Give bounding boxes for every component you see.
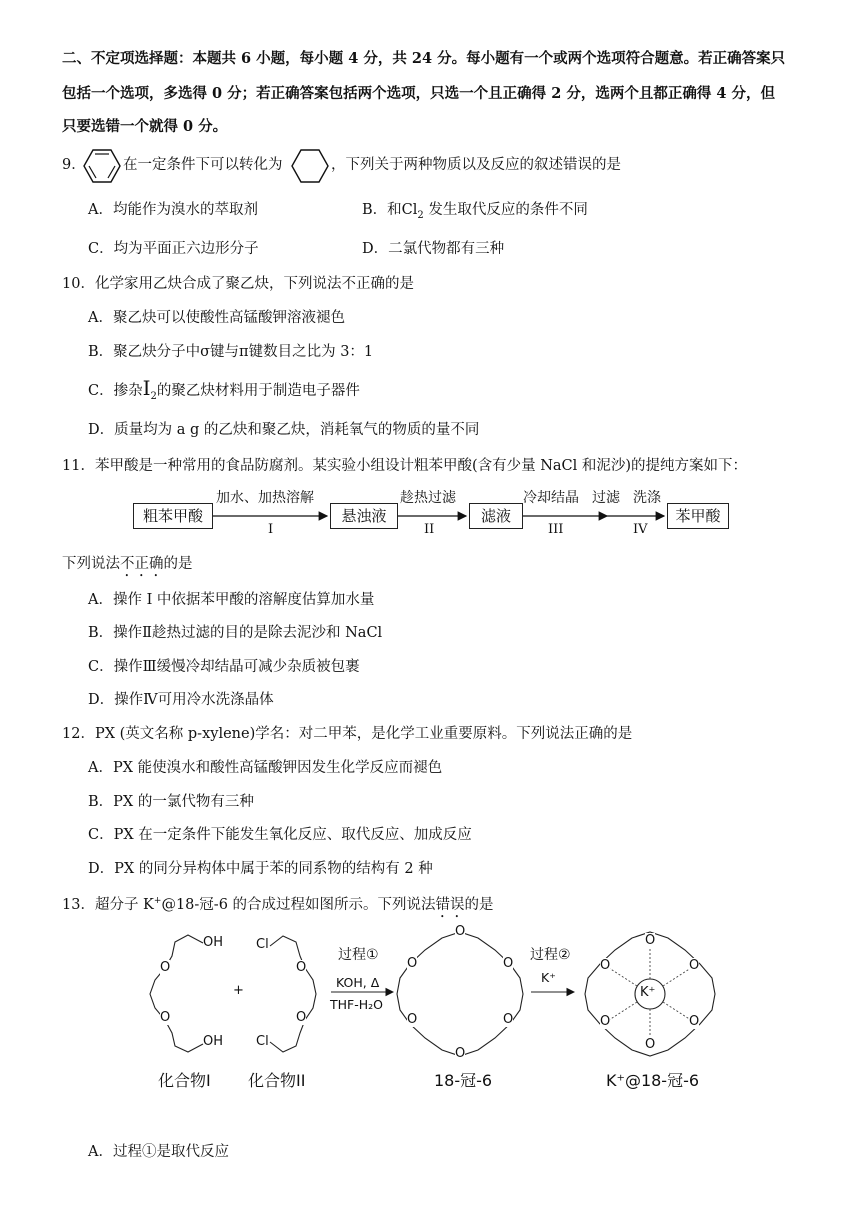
crown-ether-synthesis-diagram bbox=[0, 920, 860, 1095]
q11-option-c: C．操作Ⅲ缓慢冷却结晶可减少杂质被包裹 bbox=[88, 659, 360, 675]
complex-o-bottom: O bbox=[645, 1037, 656, 1052]
compound-i-label: 化合物I bbox=[158, 1071, 211, 1090]
flow-step-2: 趁热过滤 bbox=[400, 490, 456, 506]
compound-ii-o2: O bbox=[296, 1010, 307, 1025]
q11-option-b: B．操作Ⅱ趁热过滤的目的是除去泥沙和 NaCl bbox=[88, 625, 383, 641]
section-header-line1: 二、不定项选择题：本题共 6 小题，每小题 4 分，共 24 分。每小题有一个或两个选项符合题意。若正确答案只 bbox=[62, 50, 786, 67]
q12-option-d: D．PX 的同分异构体中属于苯的同系物的结构有 2 种 bbox=[88, 861, 433, 877]
flow-box-crude: 粗苯甲酸 bbox=[133, 503, 213, 529]
q11-stem: 11．苯甲酸是一种常用的食品防腐剂。某实验小组设计粗苯甲酸(含有少量 NaCl 和泥沙)的提纯方案如下： bbox=[62, 458, 748, 474]
flow-step-3b: 过滤 bbox=[592, 490, 620, 506]
q9-stem-mid: 在一定条件下可以转化为 bbox=[123, 157, 283, 173]
compound-ii-cl-top: Cl bbox=[256, 937, 269, 952]
section-header-line2: 包括一个选项，多选得 0 分；若正确答案包括两个选项，只选一个且正确得 2 分，选两个且都正确得 4 分，但 bbox=[62, 85, 776, 102]
process-1-condition-1: KOH, Δ bbox=[336, 975, 380, 990]
crown-o-lower-right: O bbox=[503, 1012, 514, 1027]
complex-o-lower-left: O bbox=[600, 1014, 611, 1029]
crown-o-bottom: O bbox=[455, 1046, 466, 1061]
complex-k-ion: K⁺ bbox=[640, 985, 656, 1000]
crown-ether-label: 18-冠-6 bbox=[434, 1071, 493, 1090]
compound-i-o2: O bbox=[160, 1010, 171, 1025]
process-1-condition-2: THF-H₂O bbox=[330, 997, 383, 1012]
flow-box-suspension: 悬浊液 bbox=[330, 503, 398, 529]
complex-o-lower-right: O bbox=[689, 1014, 700, 1029]
q11-subquestion: 下列说法不正确的是 bbox=[62, 556, 193, 572]
process-1-label: 过程① bbox=[338, 947, 379, 963]
q11-option-a: A．操作 I 中依据苯甲酸的溶解度估算加水量 bbox=[88, 592, 375, 608]
q12-option-a: A．PX 能使溴水和酸性高锰酸钾因发生化学反应而褪色 bbox=[88, 760, 443, 776]
process-2-condition: K⁺ bbox=[541, 970, 556, 985]
q9-option-c: C．均为平面正六边形分子 bbox=[88, 241, 259, 257]
complex-o-upper-right: O bbox=[689, 958, 700, 973]
flow-box-filtrate: 滤液 bbox=[469, 503, 523, 529]
q9-option-a: A．均能作为溴水的萃取剂 bbox=[88, 202, 258, 218]
complex-label: K⁺@18-冠-6 bbox=[606, 1071, 700, 1090]
q13-stem: 13．超分子 K+@18-冠-6 的合成过程如图所示。下列说法错误的是 bbox=[62, 896, 494, 913]
crown-o-top: O bbox=[455, 924, 466, 939]
q13-option-a: A．过程①是取代反应 bbox=[88, 1144, 229, 1160]
q10-stem: 10．化学家用乙炔合成了聚乙炔，下列说法不正确的是 bbox=[62, 276, 414, 292]
flow-step-3a: 冷却结晶 bbox=[523, 490, 579, 506]
q10-option-b: B．聚乙炔分子中σ键与π键数目之比为 3：1 bbox=[88, 344, 374, 360]
q9-option-d: D．二氯代物都有三种 bbox=[362, 241, 505, 257]
q9-stem-tail: ，下列关于两种物质以及反应的叙述错误的是 bbox=[331, 157, 621, 173]
q11-option-d: D．操作Ⅳ可用冷水洗涤晶体 bbox=[88, 692, 274, 708]
q10-option-c: C．掺杂$I_2$的聚乙炔材料用于制造电子器件 bbox=[88, 376, 360, 402]
compound-ii-o1: O bbox=[296, 960, 307, 975]
q9-option-b: B．和$Cl_2$ 发生取代反应的条件不同 bbox=[362, 202, 588, 221]
plus-sign: + bbox=[233, 983, 244, 998]
flow-roman-4: IV bbox=[633, 522, 648, 537]
flow-roman-1: I bbox=[268, 522, 274, 537]
complex-o-upper-left: O bbox=[600, 958, 611, 973]
crown-o-upper-left: O bbox=[407, 956, 418, 971]
section-header-line3: 只要选错一个就得 0 分。 bbox=[62, 118, 228, 135]
flow-box-product: 苯甲酸 bbox=[667, 503, 729, 529]
compound-i-oh-top: OH bbox=[203, 935, 224, 950]
flow-step-1: 加水、加热溶解 bbox=[216, 490, 314, 506]
compound-i-oh-bottom: OH bbox=[203, 1034, 224, 1049]
crown-o-lower-left: O bbox=[407, 1012, 418, 1027]
flow-arrows bbox=[0, 0, 860, 560]
complex-o-top: O bbox=[645, 933, 656, 948]
flow-roman-3: III bbox=[548, 522, 564, 537]
compound-i-o1: O bbox=[160, 960, 171, 975]
q10-option-a: A．聚乙炔可以使酸性高锰酸钾溶液褪色 bbox=[88, 310, 345, 326]
q12-stem: 12．PX (英文名称 p-xylene)学名：对二甲苯，是化学工业重要原料。下列说法正确的是 bbox=[62, 726, 633, 742]
flow-step-4: 洗涤 bbox=[633, 490, 661, 506]
compound-ii-cl-bottom: Cl bbox=[256, 1034, 269, 1049]
process-2-label: 过程② bbox=[530, 947, 571, 963]
q10-option-d: D．质量均为 a g 的乙炔和聚乙炔，消耗氧气的物质的量不同 bbox=[88, 422, 480, 438]
crown-o-upper-right: O bbox=[503, 956, 514, 971]
compound-ii-label: 化合物II bbox=[248, 1071, 306, 1090]
q12-option-c: C．PX 在一定条件下能发生氧化反应、取代反应、加成反应 bbox=[88, 827, 472, 843]
q12-option-b: B．PX 的一氯代物有三种 bbox=[88, 794, 254, 810]
flow-roman-2: II bbox=[424, 522, 435, 537]
q9-number: 9． bbox=[62, 157, 86, 173]
